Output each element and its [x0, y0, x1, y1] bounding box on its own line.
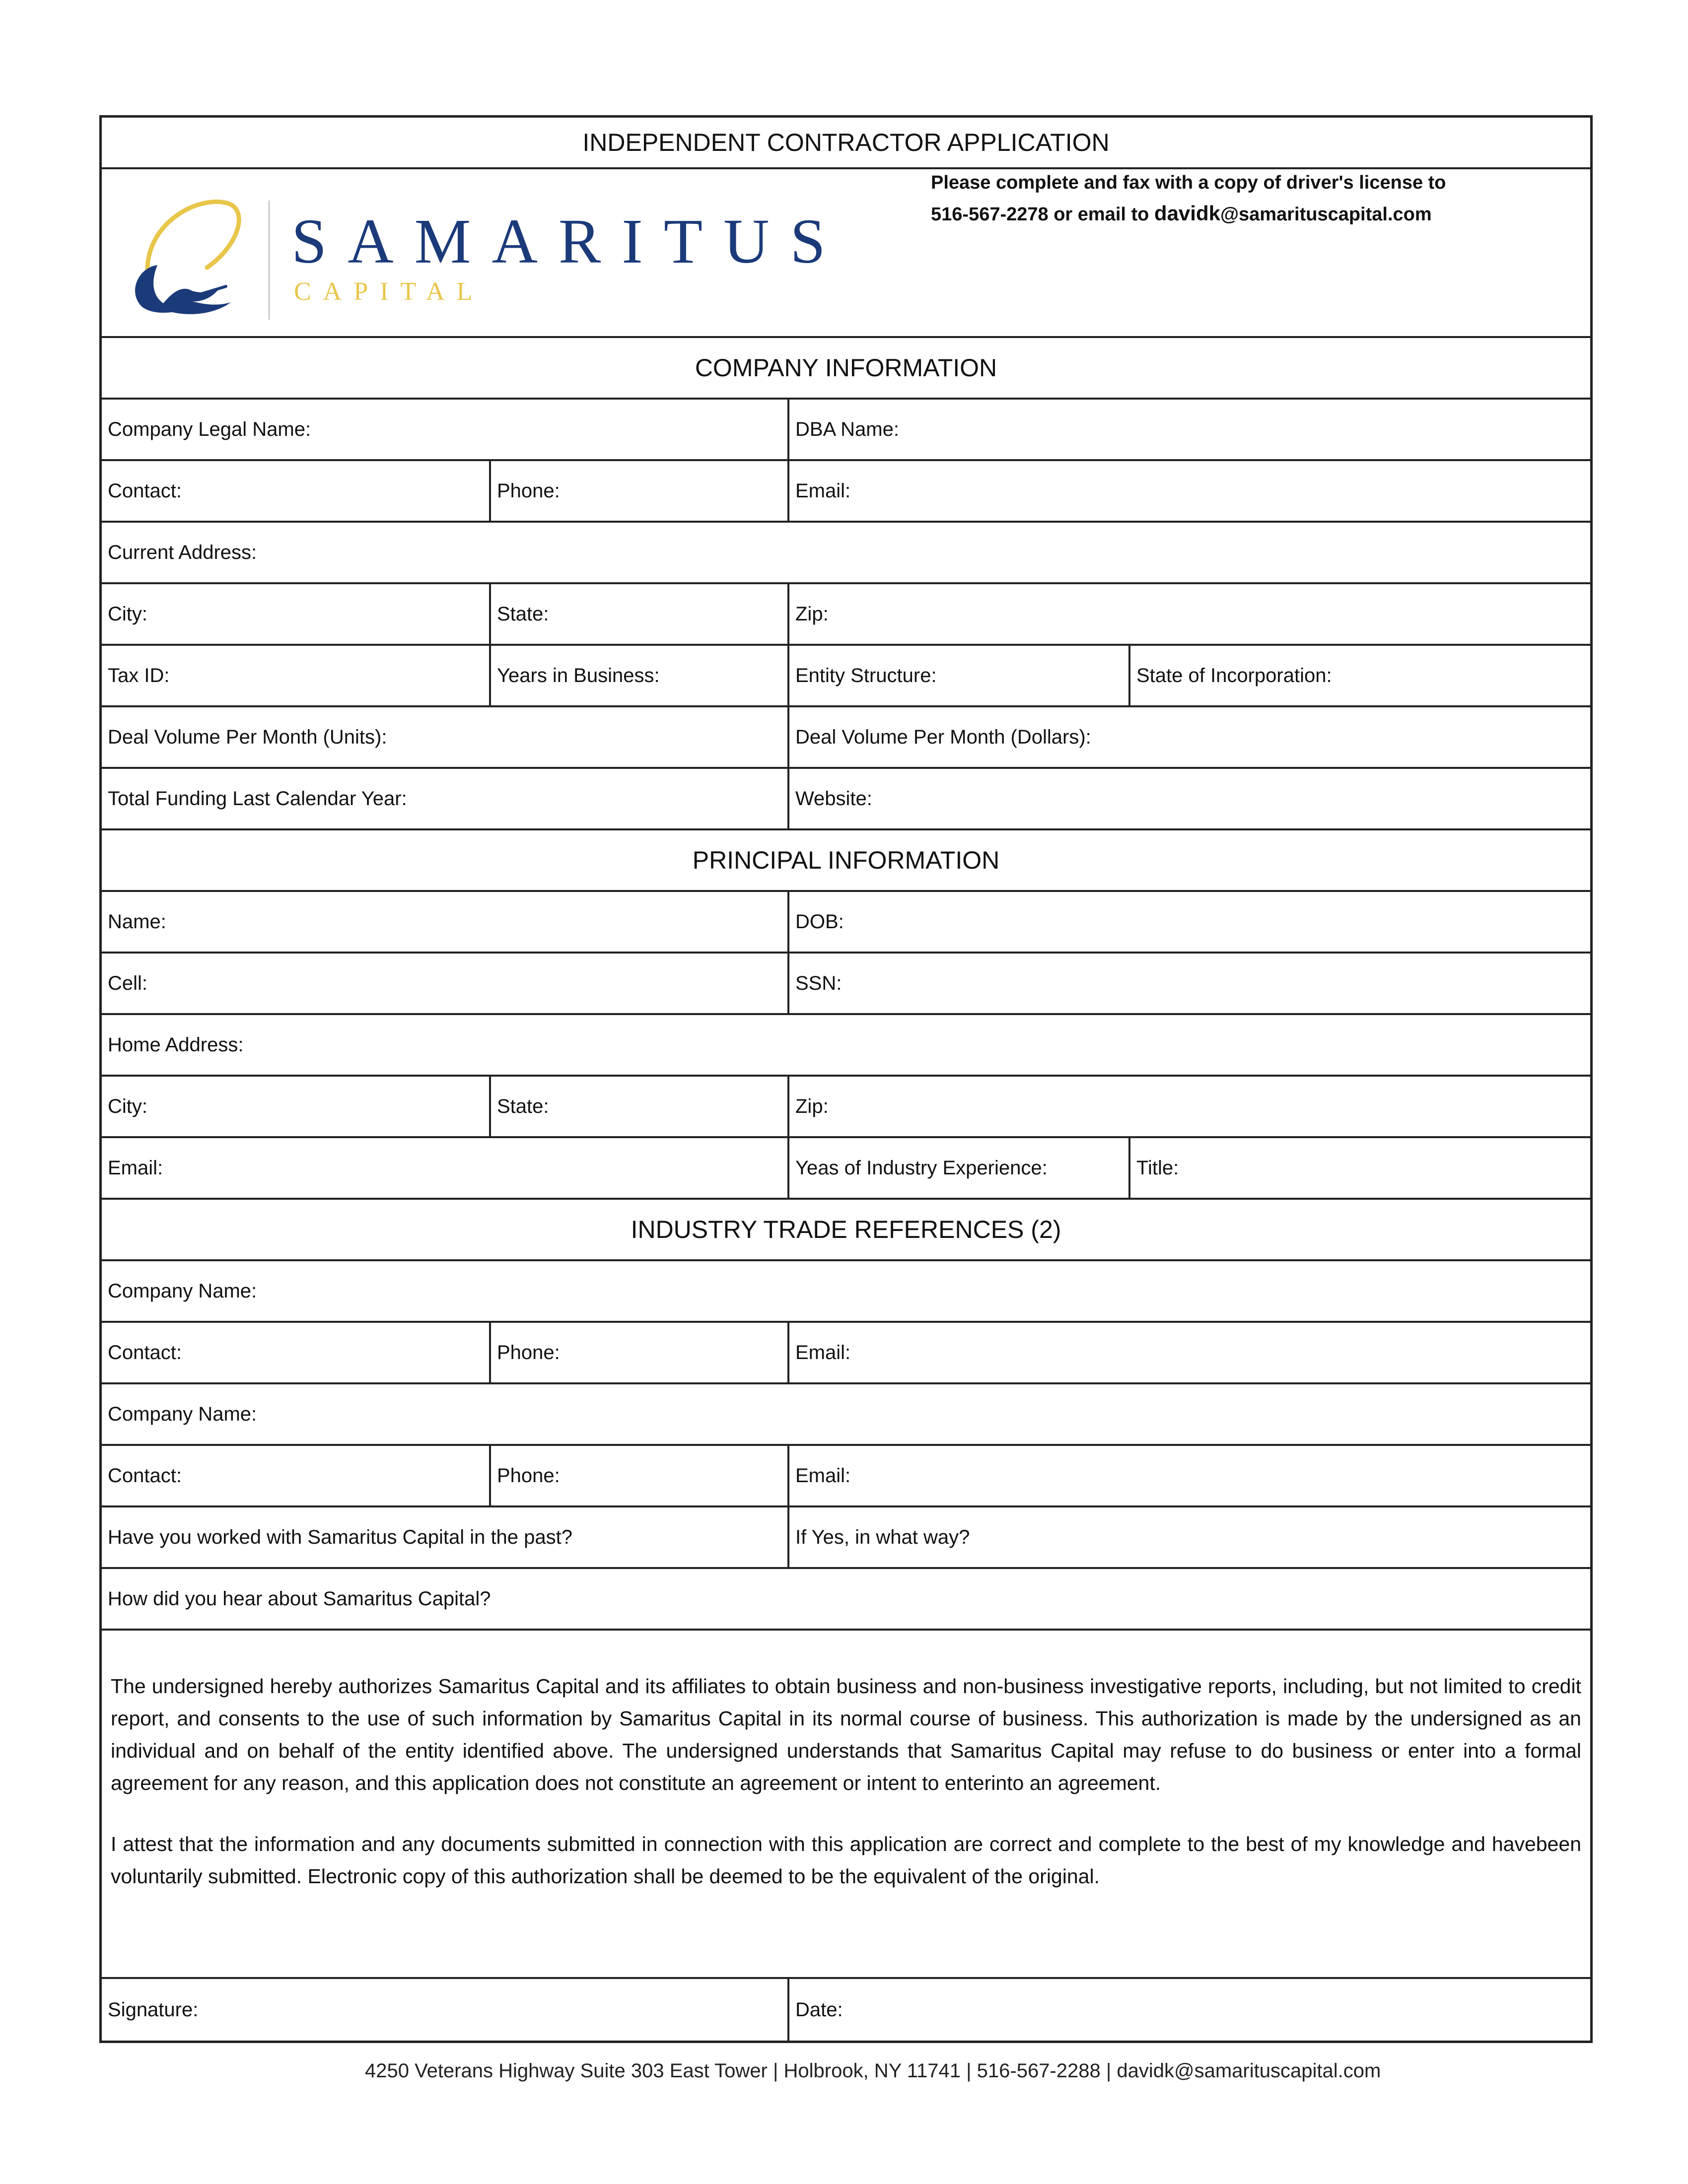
authorization-text: [102, 1629, 1590, 1977]
hear-about-row: [102, 1567, 1590, 1629]
dba-name-field[interactable]: DBA Name:: [787, 400, 1590, 459]
instructions-line1: Please complete and fax with a copy of driver's license to: [931, 172, 1446, 193]
state-of-incorporation-field[interactable]: State of Incorporation:: [1128, 646, 1590, 705]
reference1-contact-field[interactable]: Contact:: [108, 1341, 182, 1364]
principal-name-row: [102, 890, 1590, 952]
attestation-paragraph: I attest that the information and any documents submitted in connection with this application are correct and complete to the best of my knowledge and havebeen voluntarily submitted. Electronic copy of this authorization shall be deemed to be the equivalent of the original.: [111, 1833, 1581, 1888]
instructions-email-domain: @samarituscapital.com: [1220, 204, 1432, 225]
principal-city-field[interactable]: City:: [108, 1095, 147, 1117]
signature-row: [102, 1977, 1590, 2041]
cell-field[interactable]: Cell:: [108, 972, 148, 994]
application-form: [99, 115, 1593, 2043]
logo-wordmark: SAMARITUS: [291, 206, 846, 276]
company-tax-row: [102, 644, 1590, 705]
funding-row: [102, 767, 1590, 828]
company-city-field[interactable]: City:: [108, 603, 147, 625]
company-address-row: [102, 521, 1590, 582]
company-phone-field[interactable]: Phone:: [489, 461, 787, 521]
if-yes-field[interactable]: If Yes, in what way?: [787, 1507, 1590, 1567]
principal-email-row: [102, 1136, 1590, 1198]
home-address-field[interactable]: Home Address:: [108, 1033, 244, 1056]
logo-subtitle: CAPITAL: [294, 277, 485, 306]
principal-address-row: [102, 1013, 1590, 1075]
reference2-phone-field[interactable]: Phone:: [489, 1446, 787, 1505]
entity-structure-field[interactable]: Entity Structure:: [787, 646, 1128, 705]
website-field[interactable]: Website:: [787, 769, 1590, 828]
reference2-contact-field[interactable]: Contact:: [108, 1464, 182, 1487]
references-heading: INDUSTRY TRADE REFERENCES (2): [631, 1216, 1061, 1243]
instructions-fax: 516-567-2278 or email to: [931, 204, 1154, 225]
company-heading: COMPANY INFORMATION: [695, 354, 997, 382]
authorization-paragraph: The undersigned hereby authorizes Samaritus Capital and its affiliates to obtain business and non-business investigative reports, including, but not limited to credit report, and consents to the use of such information by Samaritus Capital in its normal course of business. This authorization is made by the undersigned as an individual and on behalf of the entity identified above. The undersigned understands that Samaritus Capital may refuse to do business or enter into a formal agreement for any reason, and this application does not constitute an agreement or intent to enterinto an agreement.: [111, 1675, 1581, 1794]
samaritus-logo-mark: [108, 168, 902, 337]
company-email-field[interactable]: Email:: [787, 461, 1590, 521]
principal-cell-row: [102, 952, 1590, 1013]
principal-state-field[interactable]: State:: [489, 1077, 787, 1136]
principal-title-field[interactable]: Title:: [1128, 1138, 1590, 1198]
total-funding-field[interactable]: Total Funding Last Calendar Year:: [108, 787, 407, 810]
signature-field[interactable]: Signature:: [108, 1998, 199, 2021]
ssn-field[interactable]: SSN:: [787, 954, 1590, 1013]
company-state-field[interactable]: State:: [489, 584, 787, 644]
reference2-contact-row: [102, 1444, 1590, 1505]
footer-address: 4250 Veterans Highway Suite 303 East Tower | Holbrook, NY 11741 | 516-567-2288 | davidk@samarituscapital.com: [365, 2060, 1381, 2082]
company-contact-row: [102, 459, 1590, 521]
company-logo: [108, 168, 902, 337]
principal-zip-field[interactable]: Zip:: [787, 1077, 1590, 1136]
header-cell: [102, 169, 1590, 336]
company-legal-name-field[interactable]: Company Legal Name:: [108, 418, 311, 440]
reference2-company-field[interactable]: Company Name:: [108, 1403, 257, 1425]
principal-name-field[interactable]: Name:: [108, 910, 166, 933]
form-title-row: [102, 118, 1590, 167]
principal-heading: PRINCIPAL INFORMATION: [692, 846, 1000, 874]
reference1-company-field[interactable]: Company Name:: [108, 1280, 257, 1302]
worked-past-field[interactable]: Have you worked with Samaritus Capital in the past?: [108, 1526, 573, 1548]
company-heading-row: [102, 336, 1590, 398]
principal-email-field[interactable]: Email:: [108, 1157, 163, 1179]
header-row: [102, 167, 1590, 336]
reference2-email-field[interactable]: Email:: [787, 1446, 1590, 1505]
company-city-row: [102, 582, 1590, 644]
company-zip-field[interactable]: Zip:: [787, 584, 1590, 644]
instructions-line2: [931, 198, 1446, 230]
form-title: INDEPENDENT CONTRACTOR APPLICATION: [582, 129, 1110, 156]
tax-id-field[interactable]: Tax ID:: [108, 664, 170, 686]
deal-volume-units-field[interactable]: Deal Volume Per Month (Units):: [108, 726, 387, 748]
references-heading-row: [102, 1198, 1590, 1259]
current-address-field[interactable]: Current Address:: [108, 541, 257, 563]
company-contact-field[interactable]: Contact:: [108, 479, 182, 502]
deal-volume-row: [102, 705, 1590, 767]
reference1-contact-row: [102, 1321, 1590, 1382]
reference1-phone-field[interactable]: Phone:: [489, 1323, 787, 1382]
years-in-business-field[interactable]: Years in Business:: [489, 646, 787, 705]
company-name-row: [102, 398, 1590, 459]
principal-heading-row: [102, 828, 1590, 890]
date-field[interactable]: Date:: [787, 1979, 1590, 2041]
industry-experience-field[interactable]: Yeas of Industry Experience:: [787, 1138, 1128, 1198]
reference1-company-row: [102, 1259, 1590, 1321]
reference2-company-row: [102, 1382, 1590, 1444]
principal-city-row: [102, 1075, 1590, 1136]
worked-past-row: [102, 1505, 1590, 1567]
instructions-email-name: davidk: [1154, 202, 1220, 225]
hear-about-field[interactable]: How did you hear about Samaritus Capital?: [108, 1587, 491, 1610]
deal-volume-dollars-field[interactable]: Deal Volume Per Month (Dollars):: [787, 707, 1590, 767]
reference1-email-field[interactable]: Email:: [787, 1323, 1590, 1382]
instructions: [931, 167, 1446, 230]
dob-field[interactable]: DOB:: [787, 892, 1590, 952]
